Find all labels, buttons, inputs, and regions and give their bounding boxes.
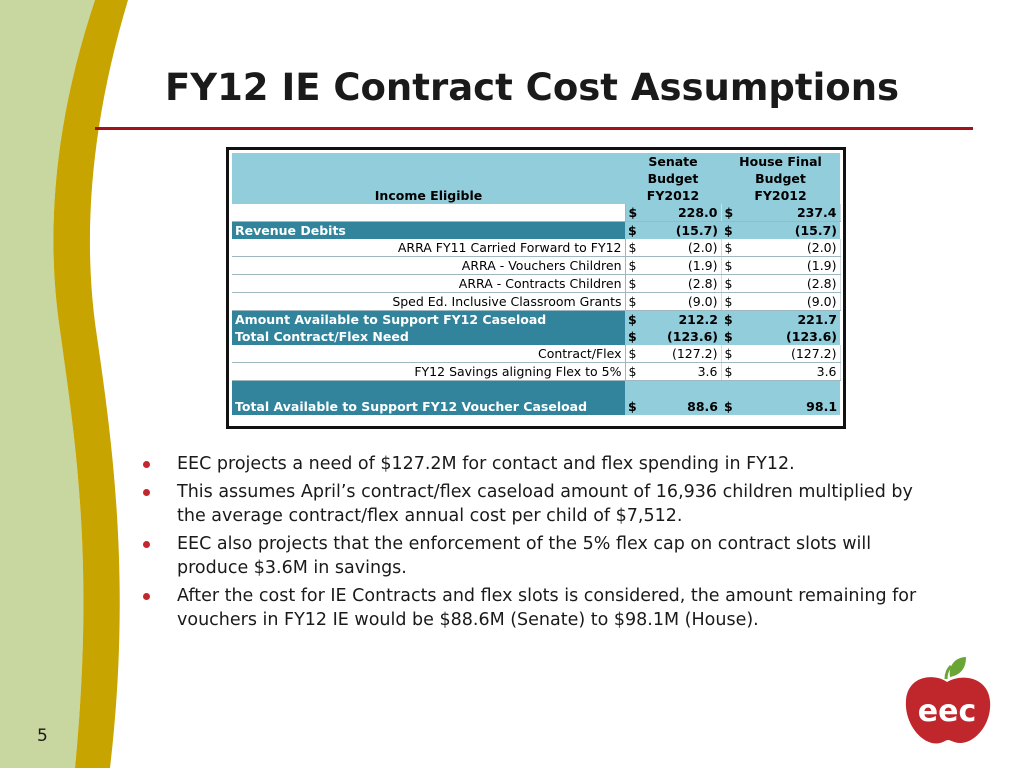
table-header-row [232, 153, 840, 170]
row-value-house: (127.2) [737, 345, 840, 363]
row-dollar-senate: $ [625, 328, 639, 345]
row-value-senate: (127.2) [639, 345, 721, 363]
table-row-total-contract-flex [232, 328, 840, 345]
header-senate-line3: FY2012 [625, 187, 721, 204]
slide-title: FY12 IE Contract Cost Assumptions [165, 66, 900, 109]
row-value-house: (2.8) [737, 275, 840, 293]
row-label: Sped Ed. Inclusive Classroom Grants [232, 293, 625, 311]
row-label: Amount Available to Support FY12 Caseload [232, 311, 625, 329]
table-row [232, 257, 840, 275]
header-house-line1: House Final [721, 153, 840, 170]
row-value-house: 237.4 [737, 204, 840, 222]
table-row-total-available-voucher [232, 398, 840, 415]
row-value-senate: (1.9) [639, 257, 721, 275]
row-value-senate: (2.8) [639, 275, 721, 293]
row-value-senate: (15.7) [639, 222, 721, 240]
table-row [232, 239, 840, 257]
row-dollar-senate: $ [625, 257, 639, 275]
row-value-senate: 212.2 [639, 311, 721, 329]
bullet-dot-icon [143, 489, 150, 496]
budget-table-frame [226, 147, 846, 429]
eec-apple-logo [900, 655, 995, 750]
table-row [232, 345, 840, 363]
row-value-house: (9.0) [737, 293, 840, 311]
row-dollar-senate: $ [625, 275, 639, 293]
page-number: 5 [37, 726, 48, 746]
header-senate-line2: Budget [625, 170, 721, 187]
spacer-cell [232, 381, 625, 399]
row-dollar-senate: $ [625, 239, 639, 257]
row-value-house: 98.1 [737, 398, 840, 415]
row-value-senate: (9.0) [639, 293, 721, 311]
row-label: Total Contract/Flex Need [232, 328, 625, 345]
row-dollar-house: $ [721, 311, 737, 329]
bullet-text: After the cost for IE Contracts and flex slots is considered, the amount remaining for vouchers in FY12 IE would be $88.6M (Senate) to $98.1M (House). [177, 586, 917, 630]
row-dollar-senate: $ [625, 204, 639, 222]
row-value-house: 221.7 [737, 311, 840, 329]
budget-table [232, 153, 841, 415]
row-label: Total Available to Support FY12 Voucher Caseload [232, 398, 625, 415]
bullet-text: EEC also projects that the enforcement of the 5% flex cap on contract slots will produce $3.6M in savings. [177, 534, 872, 578]
row-label: Contract/Flex [232, 345, 625, 363]
bullet-list [140, 452, 920, 636]
row-value-house: (1.9) [737, 257, 840, 275]
table-row [232, 275, 840, 293]
row-value-house: (15.7) [737, 222, 840, 240]
row-dollar-house: $ [721, 204, 737, 222]
row-dollar-house: $ [721, 328, 737, 345]
header-income-eligible: Income Eligible [232, 153, 625, 204]
spacer-cell [721, 381, 737, 399]
row-value-senate: 228.0 [639, 204, 721, 222]
row-value-senate: 88.6 [639, 398, 721, 415]
row-dollar-senate: $ [625, 363, 639, 381]
bullet-item [140, 584, 920, 632]
bullet-item [140, 452, 920, 476]
row-value-house: 3.6 [737, 363, 840, 381]
row-dollar-house: $ [721, 398, 737, 415]
row-label [232, 204, 625, 222]
row-dollar-senate: $ [625, 222, 639, 240]
table-row-starting-amount [232, 204, 840, 222]
bullet-dot-icon [143, 461, 150, 468]
spacer-cell [737, 381, 840, 399]
row-label: ARRA FY11 Carried Forward to FY12 [232, 239, 625, 257]
row-dollar-house: $ [721, 293, 737, 311]
table-spacer-row [232, 381, 840, 399]
header-house-line3: FY2012 [721, 187, 840, 204]
spacer-cell [625, 381, 639, 399]
row-dollar-senate: $ [625, 311, 639, 329]
bullet-text: EEC projects a need of $127.2M for contact and flex spending in FY12. [177, 454, 795, 474]
table-row [232, 293, 840, 311]
row-value-senate: (2.0) [639, 239, 721, 257]
logo-text: eec [917, 694, 977, 729]
apple-leaf-icon [950, 657, 966, 677]
row-value-senate: 3.6 [639, 363, 721, 381]
row-dollar-house: $ [721, 257, 737, 275]
header-senate-line1: Senate [625, 153, 721, 170]
bullet-dot-icon [143, 541, 150, 548]
row-label: ARRA - Vouchers Children [232, 257, 625, 275]
row-label: ARRA - Contracts Children [232, 275, 625, 293]
row-dollar-house: $ [721, 363, 737, 381]
row-value-senate: (123.6) [639, 328, 721, 345]
table-row-amount-available [232, 311, 840, 329]
row-dollar-house: $ [721, 222, 737, 240]
header-house-line2: Budget [721, 170, 840, 187]
bullet-dot-icon [143, 593, 150, 600]
table-row [232, 363, 840, 381]
bullet-item [140, 532, 920, 580]
bullet-text: This assumes April’s contract/flex caseload amount of 16,936 children multiplied by the average contract/flex annual cost per child of $7,512. [177, 482, 913, 526]
row-label: Revenue Debits [232, 222, 625, 240]
row-dollar-senate: $ [625, 293, 639, 311]
spacer-cell [639, 381, 721, 399]
row-value-house: (123.6) [737, 328, 840, 345]
table-row-revenue-debits [232, 222, 840, 240]
row-dollar-house: $ [721, 345, 737, 363]
title-underline [95, 127, 973, 130]
row-dollar-senate: $ [625, 345, 639, 363]
row-value-house: (2.0) [737, 239, 840, 257]
row-dollar-senate: $ [625, 398, 639, 415]
row-dollar-house: $ [721, 239, 737, 257]
bullet-item [140, 480, 920, 528]
row-dollar-house: $ [721, 275, 737, 293]
left-decorative-waves [0, 0, 140, 768]
row-label: FY12 Savings aligning Flex to 5% [232, 363, 625, 381]
